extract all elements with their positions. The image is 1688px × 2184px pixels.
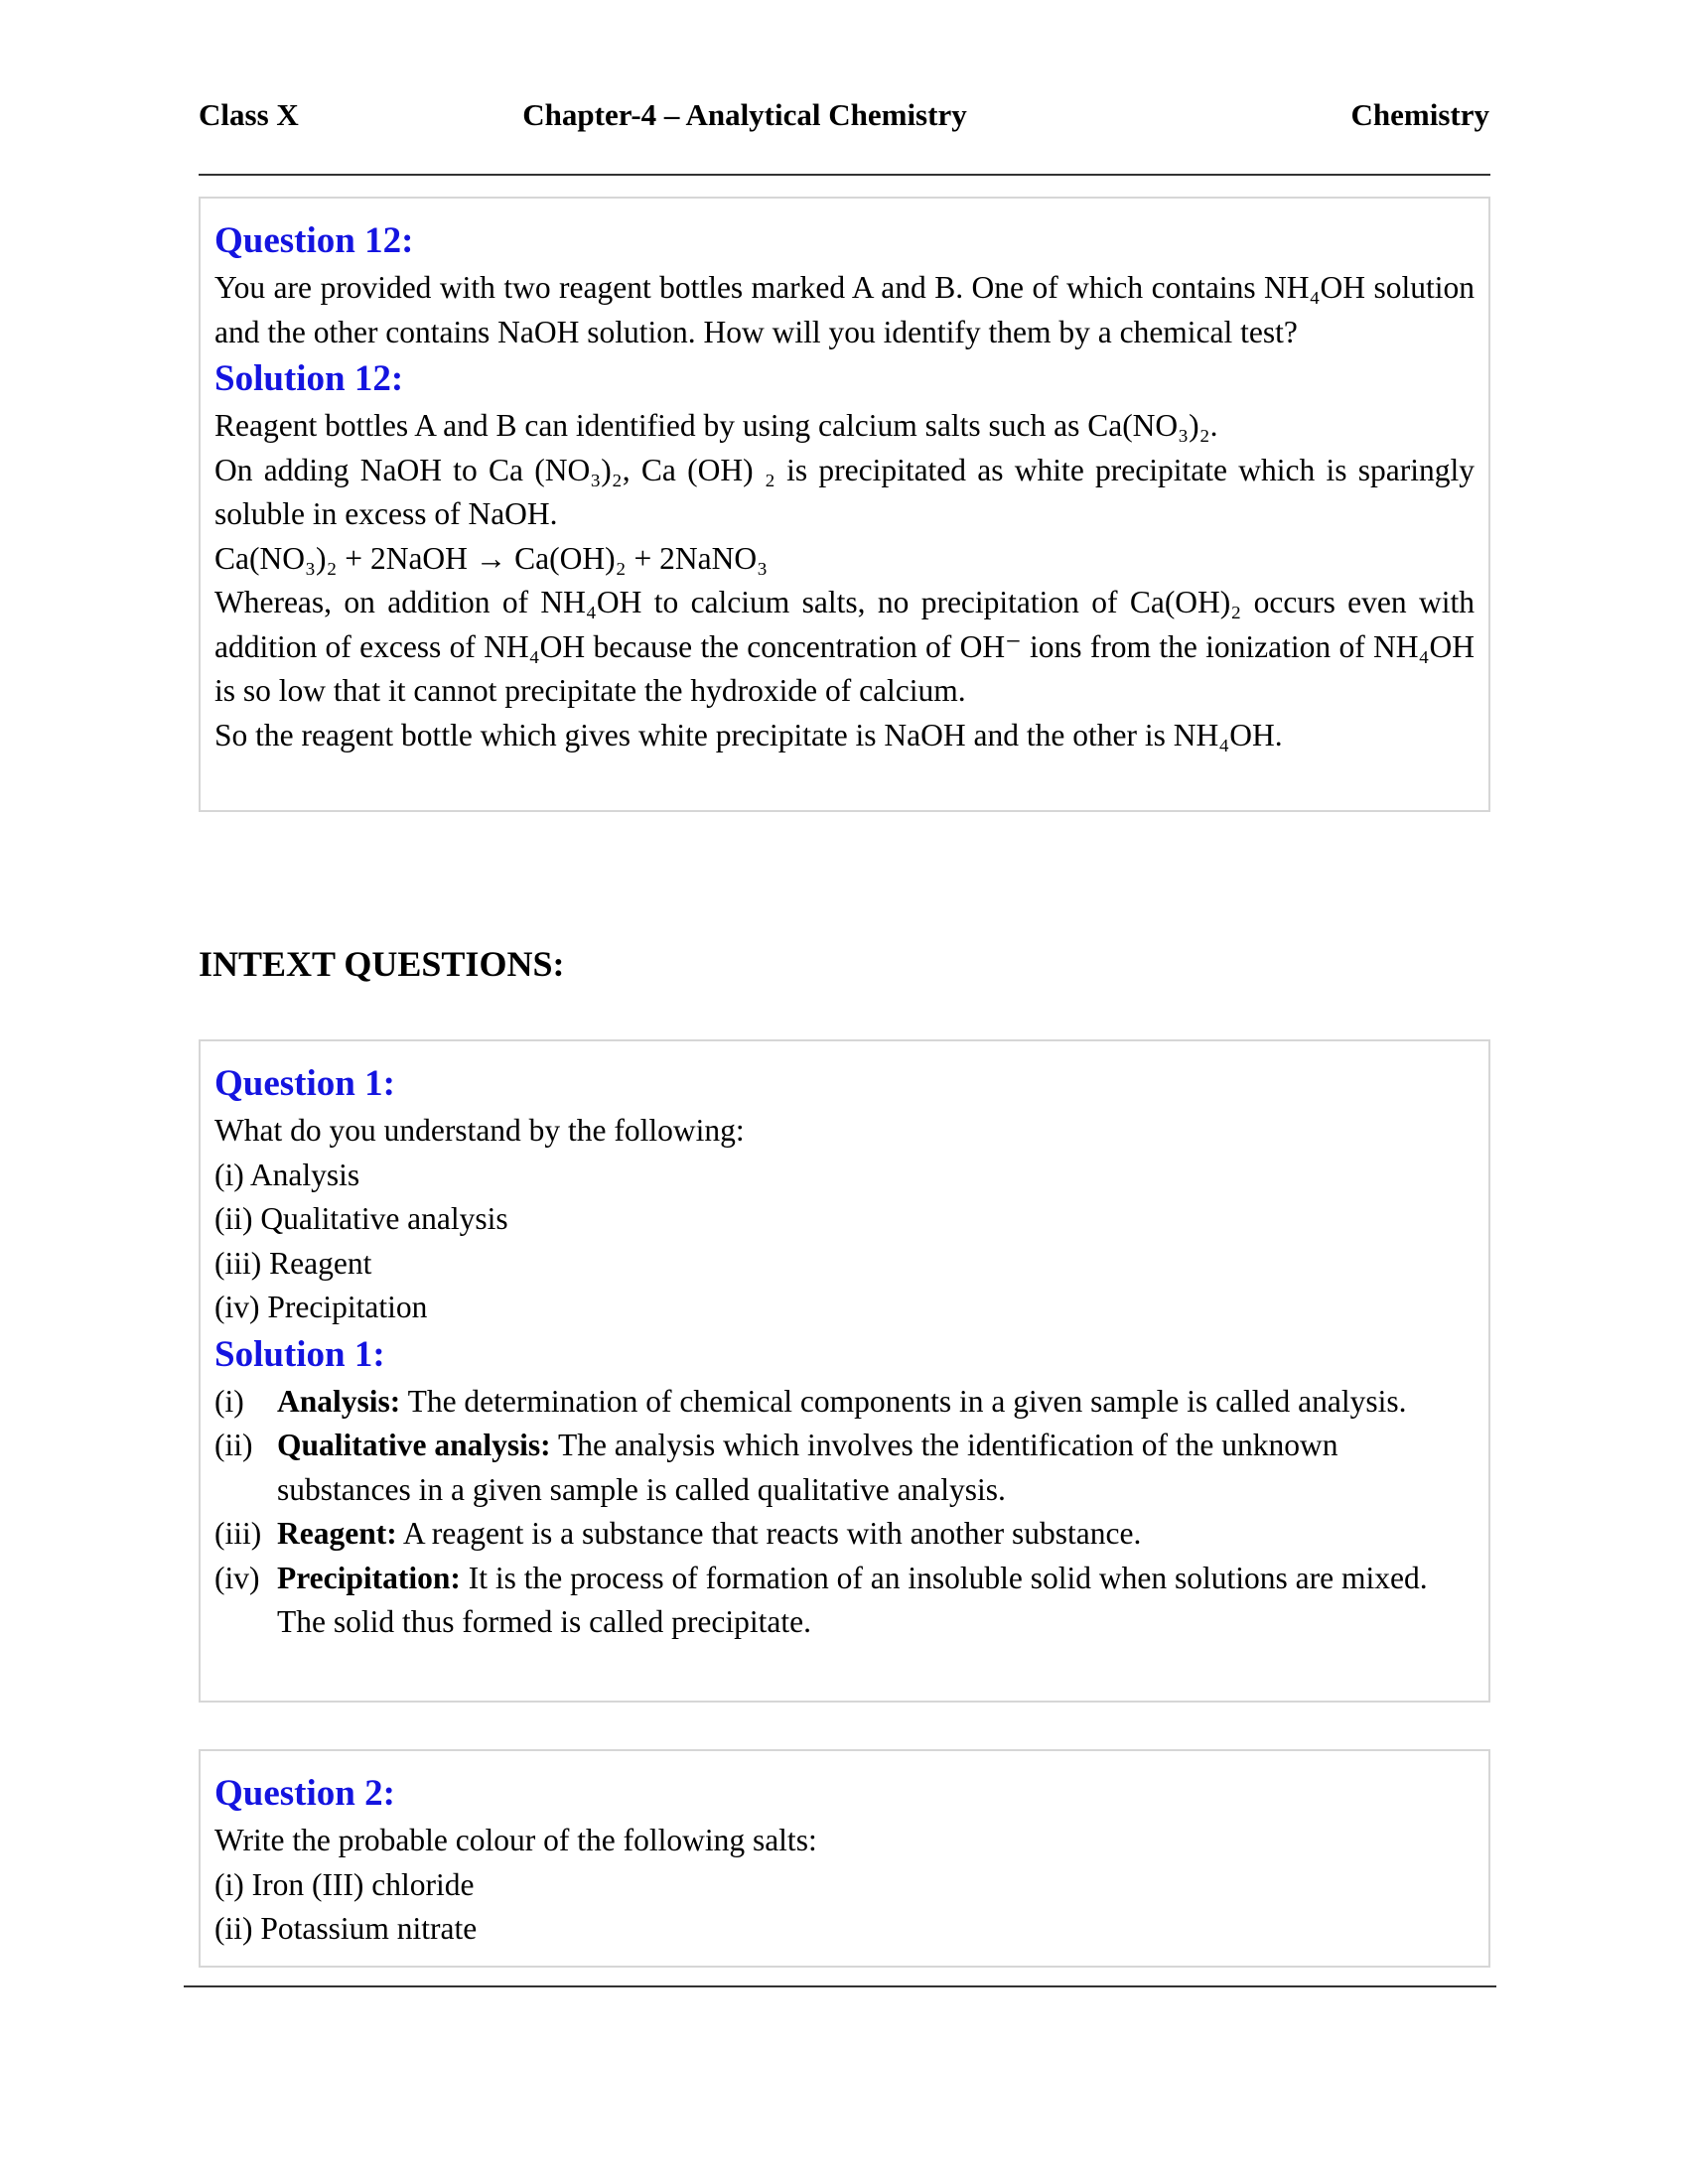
definition-term: Precipitation: xyxy=(277,1560,461,1595)
question-12-title: Question 12: xyxy=(214,220,414,261)
header-subject: Chemistry xyxy=(1350,97,1489,132)
solution-12-paragraph-2: On adding NaOH to Ca (NO₃)₂, Ca (OH) ₂ is precipitated as white precipitate which is sparingly soluble in excess of NaOH. xyxy=(214,452,1475,531)
definition-item xyxy=(214,1380,1475,1425)
definition-text: It is the process of formation of an insoluble solid when solutions are mixed. The solid thus formed is called precipitate. xyxy=(277,1560,1428,1639)
solution-1-definitions xyxy=(214,1380,1475,1645)
header-chapter: Chapter-4 – Analytical Chemistry xyxy=(522,97,967,132)
question-2-text: Write the probable colour of the following salts: xyxy=(214,1823,817,1857)
question-2-title: Question 2: xyxy=(214,1773,395,1814)
definition-number: (iii) xyxy=(214,1516,262,1551)
question-1-item: (iii) Reagent xyxy=(214,1245,372,1281)
question-12-box xyxy=(199,197,1490,812)
footer-divider xyxy=(184,1985,1496,1987)
question-1-box xyxy=(199,1039,1490,1703)
question-12-text: You are provided with two reagent bottles marked A and B. One of which contains NH₄OH solution and the other contains NaOH solution. How will you identify them by a chemical test? xyxy=(214,270,1475,349)
section-title: INTEXT QUESTIONS: xyxy=(199,944,565,984)
definition-text: The determination of chemical components in a given sample is called analysis. xyxy=(400,1383,1407,1419)
definition-text: A reagent is a substance that reacts with another substance. xyxy=(396,1516,1142,1551)
definition-item xyxy=(214,1557,1475,1645)
definition-item xyxy=(214,1424,1475,1512)
question-2-item: (ii) Potassium nitrate xyxy=(214,1911,478,1946)
question-1-title: Question 1: xyxy=(214,1063,395,1104)
page-header xyxy=(199,97,1489,145)
question-1-item: (ii) Qualitative analysis xyxy=(214,1201,508,1236)
solution-1-title: Solution 1: xyxy=(214,1333,385,1375)
solution-12-paragraph-1: Reagent bottles A and B can identified by using calcium salts such as Ca(NO₃)₂. xyxy=(214,408,1218,443)
definition-term: Reagent: xyxy=(277,1516,397,1551)
definition-number: (ii) xyxy=(214,1428,253,1462)
question-1-item: (i) Analysis xyxy=(214,1157,360,1192)
header-class: Class X xyxy=(199,97,299,132)
solution-12-paragraph-3: Whereas, on addition of NH₄OH to calcium salts, no precipitation of Ca(OH)₂ occurs even with addition of excess of NH₄OH because the concentration of OH⁻ ions from the ionization of NH₄OH is so low that it cannot precipitate the hydroxide of calcium. xyxy=(214,585,1475,708)
definition-number: (i) xyxy=(214,1383,244,1419)
question-2-box xyxy=(199,1749,1490,1968)
header-divider xyxy=(199,174,1490,176)
solution-12-title: Solution 12: xyxy=(214,358,404,399)
definition-item xyxy=(214,1512,1475,1557)
question-1-text: What do you understand by the following: xyxy=(214,1113,745,1148)
question-1-item: (iv) Precipitation xyxy=(214,1290,428,1324)
question-2-item: (i) Iron (III) chloride xyxy=(214,1866,475,1902)
definition-number: (iv) xyxy=(214,1560,260,1595)
solution-12-paragraph-4: So the reagent bottle which gives white precipitate is NaOH and the other is NH₄OH. xyxy=(214,717,1283,752)
definition-text: The analysis which involves the identification of the unknown substances in a given sample is called qualitative analysis. xyxy=(277,1428,1338,1507)
solution-12-equation: Ca(NO₃)₂ + 2NaOH → Ca(OH)₂ + 2NaNO₃ xyxy=(214,540,769,576)
definition-term: Analysis: xyxy=(277,1383,401,1419)
definition-term: Qualitative analysis: xyxy=(277,1428,551,1462)
